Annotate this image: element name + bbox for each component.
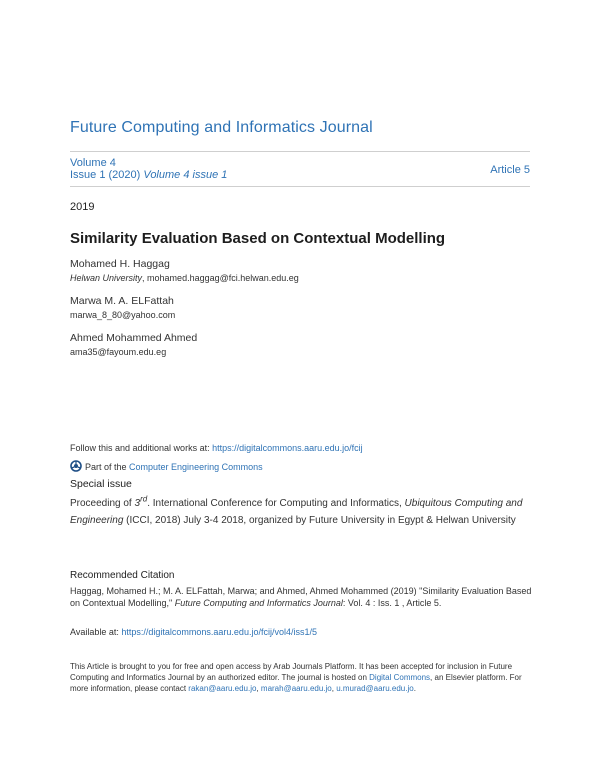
follow-line <box>70 443 363 453</box>
special-issue-heading: Special issue <box>70 478 132 490</box>
ordinal-suffix: rd <box>140 494 148 504</box>
computer-engineering-commons-link[interactable]: Computer Engineering Commons <box>129 462 263 472</box>
volume-link[interactable]: Volume 4 <box>70 157 116 169</box>
separator: , <box>331 684 337 693</box>
author-name: Ahmed Mohammed Ahmed <box>70 332 198 344</box>
citation-heading: Recommended Citation <box>70 570 175 581</box>
part-of-line <box>70 460 263 474</box>
paper-title: Similarity Evaluation Based on Contextual Modelling <box>70 230 446 247</box>
publication-year: 2019 <box>70 201 95 213</box>
available-link[interactable]: https://digitalcommons.aaru.edu.jo/fcij/vol4/iss1/5 <box>121 627 317 637</box>
follow-prefix: Follow this and additional works at: <box>70 443 213 453</box>
footer-part-b: , an Elsevier platform. For more information, please contact <box>70 673 522 693</box>
contact-email-link[interactable]: u.murad@aaru.edu.jo <box>336 684 414 693</box>
citation-text <box>70 585 540 609</box>
footer-part-a: This Article is brought to you for free and open access by Arab Journals Platform. It has been accepted for inclusion in Future Computing and Informatics Journal by an authorized editor. The journal is hosted on <box>70 662 513 682</box>
author-email: ama35@fayoum.edu.eg <box>70 347 167 357</box>
author-email: marwa_8_80@yahoo.com <box>70 310 176 320</box>
proc-italic: Ubiquitous Computing and Engineering <box>70 498 523 526</box>
citation-part-a: Haggag, Mohamed H.; M. A. ELFattah, Marwa; and Ahmed, Ahmed Mohammed (2019) "Similarity Evaluation Based on Contextual Modelling," <box>70 586 532 608</box>
available-prefix: Available at: <box>70 627 122 637</box>
citation-journal: Future Computing and Informatics Journal <box>174 598 343 608</box>
article-number-link[interactable]: Article 5 <box>490 164 530 176</box>
part-of-prefix: Part of the <box>85 462 130 472</box>
commons-network-icon <box>70 460 82 474</box>
citation-part-b: : Vol. 4 : Iss. 1 , Article 5. <box>342 598 442 608</box>
proc-prefix: Proceeding of <box>70 498 135 509</box>
author-info: Helwan University, mohamed.haggag@fci.helwan.edu.eg <box>70 273 299 283</box>
issue-link[interactable]: Issue 1 (2020) <box>70 169 141 181</box>
divider <box>70 186 530 187</box>
separator: , <box>256 684 261 693</box>
ordinal-number: 3 <box>134 498 141 509</box>
issue-italic-link[interactable]: Volume 4 issue 1 <box>143 169 228 181</box>
proc-mid: . International Conference for Computing and Informatics, <box>147 498 405 509</box>
footer-end: . <box>413 684 416 693</box>
contact-email-link[interactable]: marah@aaru.edu.jo <box>260 684 332 693</box>
author-name: Marwa M. A. ELFattah <box>70 295 174 307</box>
available-line <box>70 626 540 638</box>
special-issue-text <box>70 496 540 529</box>
author-affiliation: Helwan University <box>70 273 143 283</box>
issue-line <box>70 169 227 181</box>
footer-notice <box>70 661 540 694</box>
proc-rest: (ICCI, 2018) July 3-4 2018, organized by Future University in Egypt & Helwan University <box>123 514 516 526</box>
journal-title[interactable]: Future Computing and Informatics Journal <box>70 119 373 136</box>
divider <box>70 151 530 152</box>
digital-commons-link[interactable]: Digital Commons <box>369 673 431 682</box>
contact-email-link[interactable]: rakan@aaru.edu.jo <box>188 684 257 693</box>
follow-link[interactable]: https://digitalcommons.aaru.edu.jo/fcij <box>212 443 363 453</box>
author-name: Mohamed H. Haggag <box>70 258 170 270</box>
author-email: mohamed.haggag@fci.helwan.edu.eg <box>147 273 299 283</box>
